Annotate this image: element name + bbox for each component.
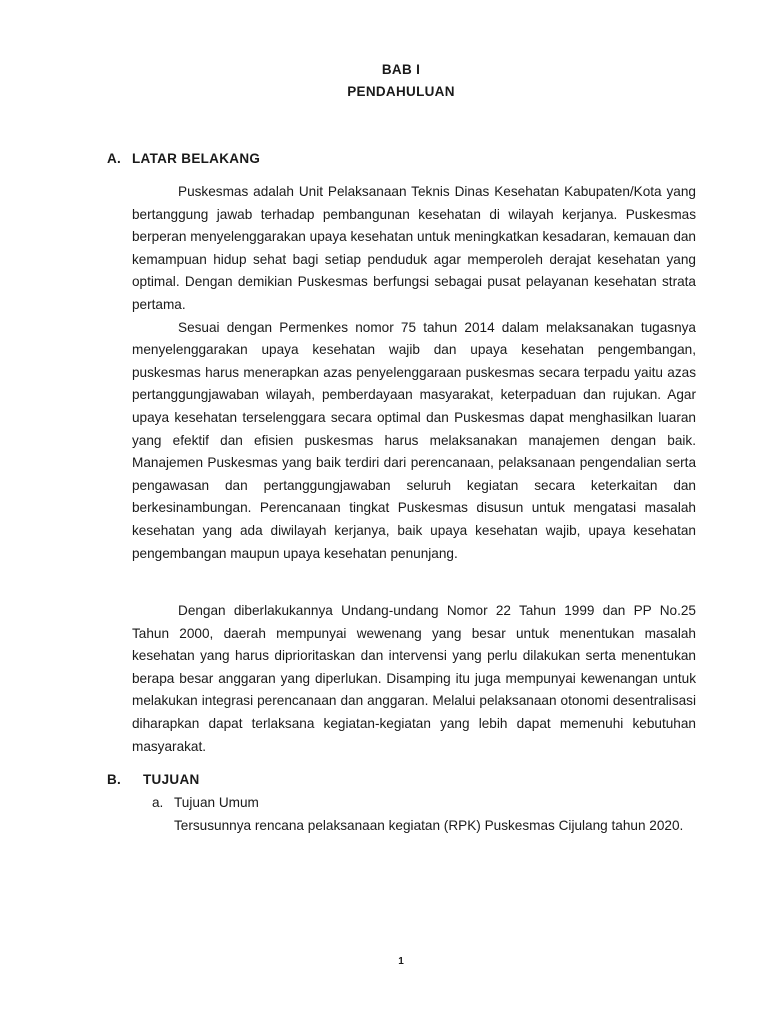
paragraph-1: Puskesmas adalah Unit Pelaksanaan Teknis Dinas Kesehatan Kabupaten/Kota yang bertanggung jawab terhadap pembangunan kesehatan di wilayah kerjanya. Puskesmas berperan menyelenggarakan upaya kesehatan untuk meningkatkan kesadaran, kemauan dan kemampuan hidup sehat bagi setiap penduduk agar memperoleh derajat kesehatan yang optimal. Dengan demikian Puskesmas berfungsi sebagai pusat pelayanan kesehatan strata pertama. [132,184,696,312]
sub-item-a-text: Tersusunnya rencana pelaksanaan kegiatan (RPK) Puskesmas Cijulang tahun 2020. [174,818,684,833]
sub-item-a-label: Tujuan Umum [174,795,259,810]
paragraph-2: Sesuai dengan Permenkes nomor 75 tahun 2014 dalam melaksanakan tugasnya menyelenggarakan upaya kesehatan wajib dan upaya kesehatan pengembangan, puskesmas harus menerapkan azas penyelenggaraan puskesmas secara terpadu yaitu azas pertanggungjawaban wilayah, pemberdayaan masyarakat, keterpaduan dan rujukan. Agar upaya kesehatan terselenggara secara optimal dan Puskesmas dapat menghasilkan luaran yang efektif dan efisien puskesmas harus melaksanakan manajemen dengan baik. Manajemen Puskesmas yang baik terdiri dari perencanaan, pelaksanaan pengendalian serta pengawasan dan pertanggungjawaban seluruh kegiatan secara keterkaitan dan berkesinambungan. Perencanaan tingkat Puskesmas disusun untuk mengatasi masalah kesehatan yang ada diwilayah kerjanya, baik upaya kesehatan wajib, upaya kesehatan pengembangan maupun upaya kesehatan penunjang. [132,319,696,561]
chapter-number: BAB I [381,62,421,77]
section-b-number: B. [107,772,122,787]
section-b-title: TUJUAN [143,772,200,787]
sub-item-a-marker: a. [152,795,164,810]
section-a-body-continued [132,600,696,758]
chapter-title: PENDAHULUAN [347,84,455,99]
section-a-title: LATAR BELAKANG [132,151,261,166]
page-number: 1 [398,956,404,967]
paragraph-3: Dengan diberlakukannya Undang-undang Nomor 22 Tahun 1999 dan PP No.25 Tahun 2000, daerah mempunyai wewenang yang besar untuk menentukan masalah kesehatan yang harus diprioritaskan dan intervensi yang perlu dilakukan serta menentukan berapa besar anggaran yang diperlukan. Disamping itu juga mempunyai kewenangan untuk melakukan integrasi perencanaan dan anggaran. Melalui pelaksanaan otonomi desentralisasi diharapkan dapat terlaksana kegiatan-kegiatan yang lebih dapat memenuhi kebutuhan masyarakat. [132,603,696,754]
section-a-number: A. [107,151,122,166]
section-a-body [132,181,696,565]
